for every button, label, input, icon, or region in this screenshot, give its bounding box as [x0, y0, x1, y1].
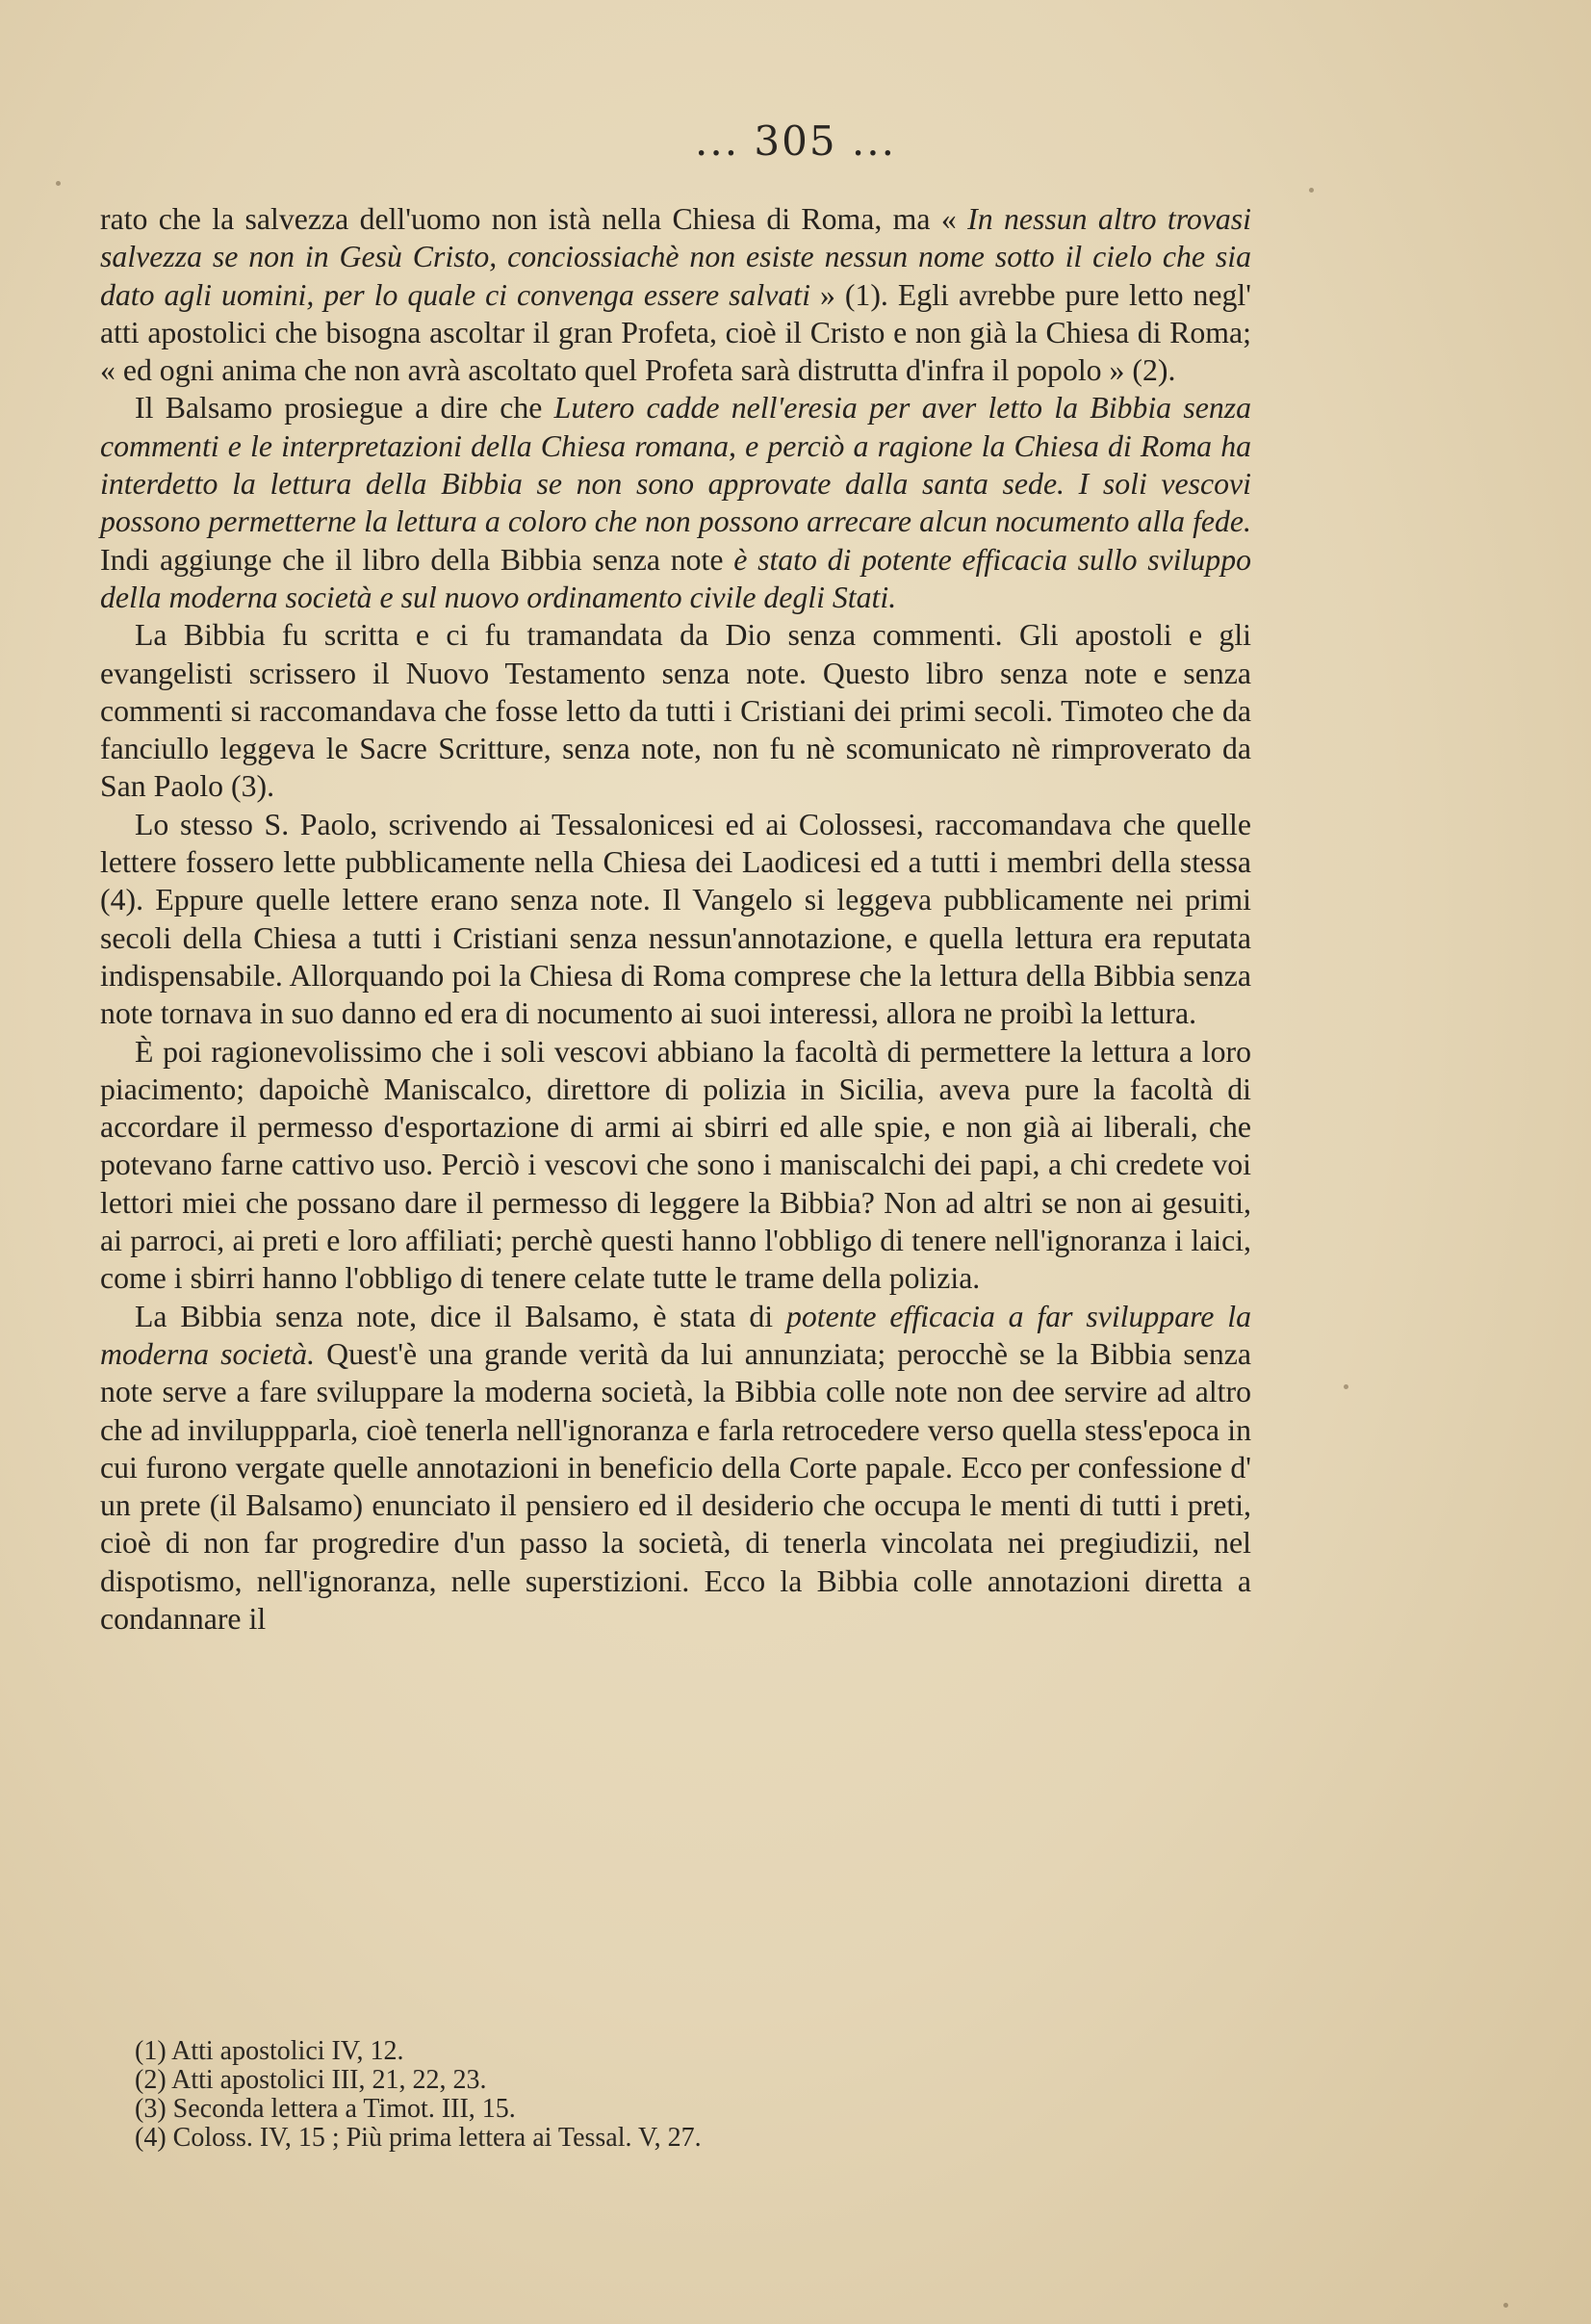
paragraph — [100, 616, 1251, 805]
text-run: rato che la salvezza dell'uomo non istà nella Chiesa di Roma, ma « — [100, 202, 968, 236]
paragraph — [100, 200, 1251, 389]
text-run: La Bibbia fu scritta e ci fu tramandata da Dio senza commenti. Gli apostoli e gli evangelisti scrissero il Nuovo Testamento senza note. Questo libro senza note e senza commenti si raccomandava che fosse letto da tutti i Cristiani dei primi secoli. Timoteo che da fanciullo leggeva le Sacre Scritture, senza note, non fu nè scomunicato nè rimproverato da San Paolo (3). — [100, 618, 1251, 804]
text-run: La Bibbia senza note, dice il Balsamo, è stata di — [135, 1299, 786, 1333]
paragraph — [100, 1298, 1251, 1639]
text-run: È poi ragionevolissimo che i soli vescovi abbiano la facoltà di permettere la lettura a loro piacimento; dapoichè Maniscalco, direttore di polizia in Sicilia, aveva pure la facoltà di accordare il permesso d'esportazione di armi ai sbirri ed alle spie, e non già ai liberali, che potevano farne cattivo uso. Perciò i vescovi che sono i maniscalchi dei papi, a chi credete voi lettori miei che possano dare il permesso di leggere la Bibbia? Non ad altri se non ai gesuiti, ai parroci, ai preti e loro affiliati; perchè questi hanno l'obbligo di tenere nell'ignoranza i laici, come i sbirri hanno l'obbligo di tenere celate tutte le trame della polizia. — [100, 1034, 1251, 1296]
footnote: (3) Seconda lettera a Timot. III, 15. — [135, 2094, 516, 2124]
text-run: » (1). Egli avrebbe pure letto negl' atti apostolici che bisogna ascoltar il gran Profeta, cioè il Cristo e non già la Chiesa di Roma; « ed ogni anima che non avrà ascoltato quel Profeta sarà distrutta d'infra il popolo » (2). — [100, 277, 1251, 388]
italic-text: potente efficacia a far sviluppare la moderna società. — [100, 1299, 1251, 1371]
body-text — [100, 200, 1251, 1638]
paper-speck — [1503, 2303, 1508, 2308]
footnote: (1) Atti apostolici IV, 12. — [135, 2036, 404, 2066]
page-number: ... 305 ... — [695, 117, 896, 165]
paper-speck — [56, 181, 61, 186]
paper-speck — [1344, 1384, 1348, 1389]
italic-text: In nessun altro trovasi salvezza se non in Gesù Cristo, conciossiachè non esiste nessun nome sotto il cielo che sia dato agli uomini, per lo quale ci convenga essere salvati — [100, 202, 1252, 312]
text-run: Indi aggiunge che il libro della Bibbia senza note — [100, 542, 734, 577]
footnote: (2) Atti apostolici III, 21, 22, 23. — [135, 2065, 487, 2095]
text-run: Lo stesso S. Paolo, scrivendo ai Tessalonicesi ed ai Colossesi, raccomandava che quelle lettere fossero lette pubblicamente nella Chiesa dei Laodicesi ed a tutti i membri della stessa (4). Eppure quelle lettere erano senza note. Il Vangelo si leggeva pubblicamente nei primi secoli della Chiesa a tutti i Cristiani senza nessun'annotazione, e quella lettura era reputata indispensabile. Allorquando poi la Chiesa di Roma comprese che la lettura della Bibbia senza note tornava in suo danno ed era di nocumento ai suoi interessi, allora ne proibì la lettura. — [100, 807, 1251, 1031]
footnotes — [135, 2037, 1193, 2153]
paragraph — [100, 389, 1251, 616]
text-run: Quest'è una grande verità da lui annunziata; perocchè se la Bibbia senza note serve a fare sviluppare la moderna società, la Bibbia colle note non dee servire ad altro che ad inviluppparla, cioè tenerla nell'ignoranza e farla retrocedere verso quella stess'epoca in cui furono vergate quelle annotazioni in beneficio della Corte papale. Ecco per confessione d' un prete (il Balsamo) enunciato il pensiero ed il desiderio che occupa le menti di tutti i preti, cioè di non far progredire d'un passo la società, di tenerla vincolata nei pregiudizii, nel dispotismo, nell'ignoranza, nelle superstizioni. Ecco la Bibbia colle annotazioni diretta a condannare il — [100, 1336, 1251, 1636]
paragraph — [100, 1033, 1251, 1298]
footnote: (4) Coloss. IV, 15 ; Più prima lettera ai Tessal. V, 27. — [135, 2123, 702, 2153]
italic-text: è stato di potente efficacia sullo sviluppo della moderna società e sul nuovo ordinamento civile degli Stati. — [100, 542, 1251, 614]
paragraph — [100, 806, 1251, 1033]
paper-speck — [1309, 188, 1314, 193]
italic-text: Lutero cadde nell'eresia per aver letto la Bibbia senza commenti e le interpretazioni della Chiesa romana, e perciò a ragione la Chiesa di Roma ha interdetto la lettura della Bibbia se non sono approvate dalla santa sede. I soli vescovi possono permetterne la lettura a coloro che non possono arrecare alcun nocumento alla fede. — [100, 391, 1251, 539]
text-run: Il Balsamo prosiegue a dire che — [135, 391, 554, 426]
